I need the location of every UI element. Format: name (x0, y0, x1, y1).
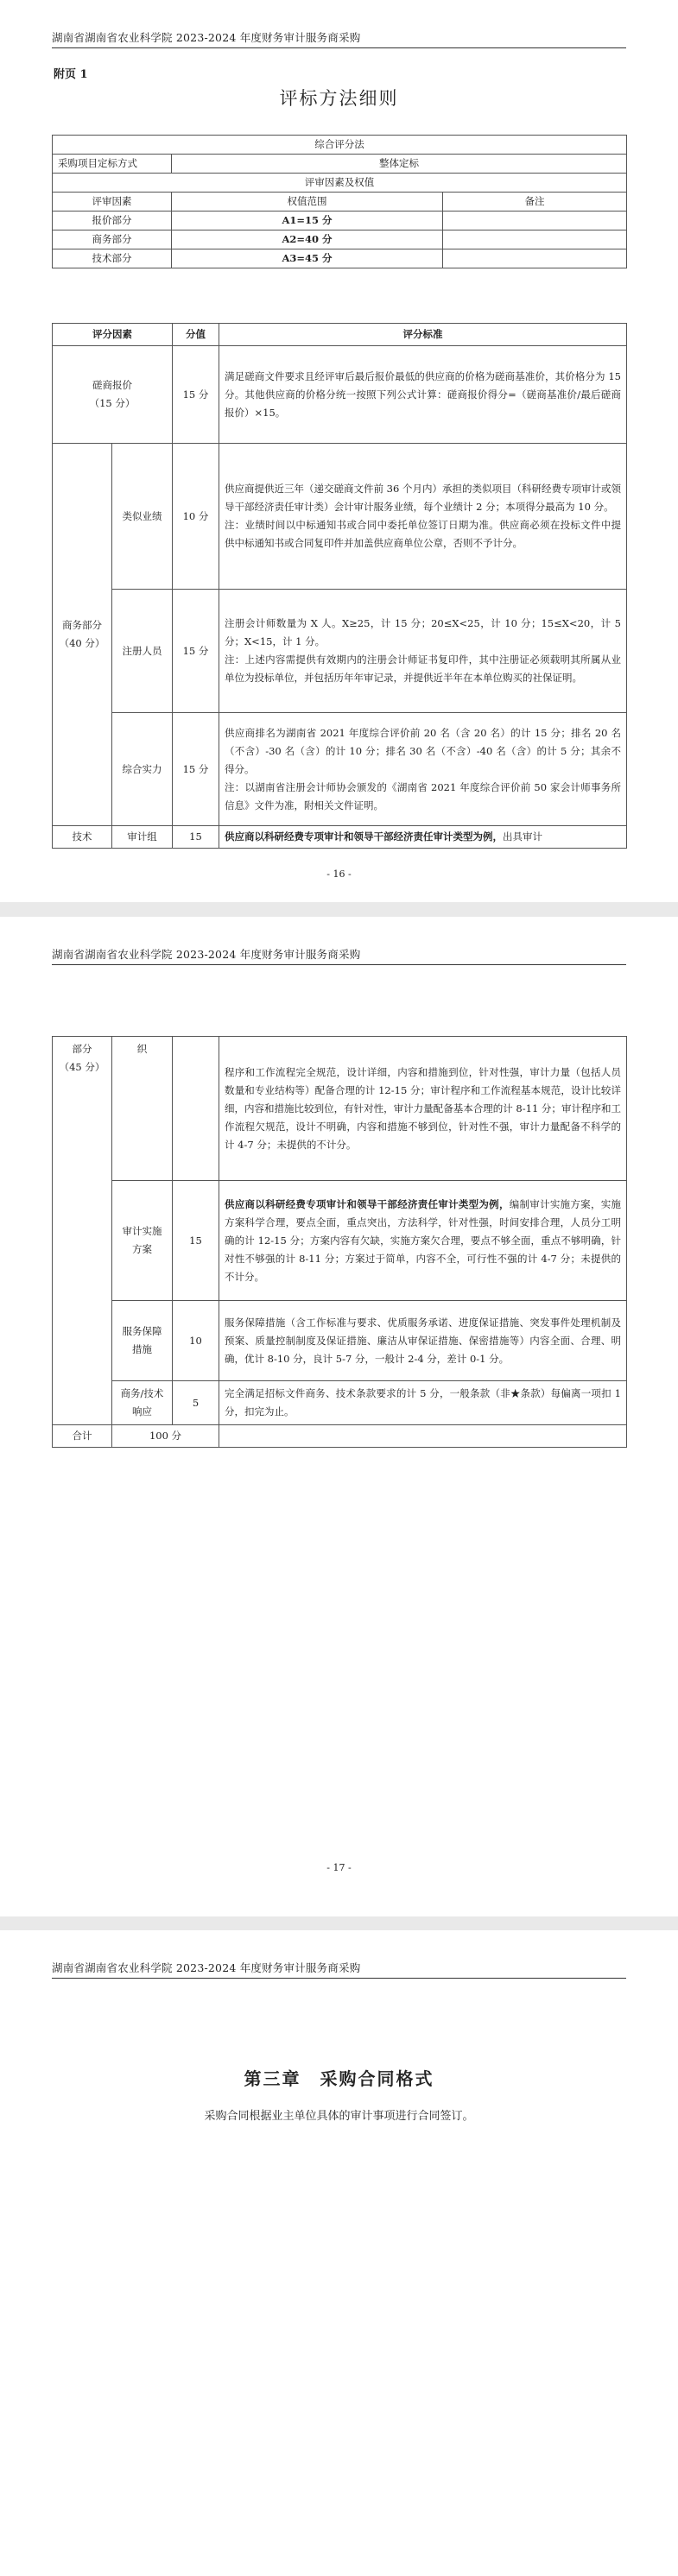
standard-note: 注：上述内容需提供有效期内的注册会计师证书复印件，其中注册证必须载明其所属从业单位为投标单位，并包括历年年审记录，并提供近半年在本单位购买的社保证明。 (225, 653, 621, 684)
standard-note: 注：以湖南省注册会计师协会颁发的《湖南省 2021 年度综合评价前 50 家会计师事务所信息》文件为准，附相关文件证明。 (225, 780, 621, 811)
fix-method-label: 采购项目定标方式 (53, 155, 172, 174)
sub-factor-standard: 完全满足招标文件商务、技术条款要求的计 5 分，一般条款（非★条款）每偏离一项扣 1 分，扣完为止。 (219, 1381, 627, 1425)
table-row (53, 1301, 627, 1381)
standard-emphasis: 供应商以科研经费专项审计和领导干部经济责任审计类型为例， (225, 830, 503, 843)
sub-factor-score: 10 分 (173, 444, 219, 590)
price-score: 15 分 (173, 346, 219, 444)
standard-text: 供应商提供近三年（递交磋商文件前 36 个月内）承担的类似项目（科研经费专项审计或领导干部经济责任审计类）会计审计服务业绩，每个业绩计 2 分；本项得分最高为 10 分。 (225, 483, 621, 513)
sub-factor-standard (219, 590, 627, 713)
factor-price: 报价部分 (53, 212, 172, 230)
sub-factor-score (173, 1037, 219, 1181)
table-row (53, 249, 627, 268)
total-label: 合计 (53, 1425, 112, 1448)
range-tech: A3=45 分 (172, 249, 443, 268)
scoring-detail-table (52, 323, 627, 849)
sub-factor-standard (219, 713, 627, 826)
page-header: 湖南省湖南省农业科学院 2023-2024 年度财务审计服务商采购 (52, 946, 626, 965)
standard-text: 出具审计 (503, 830, 542, 843)
page-16 (0, 0, 678, 902)
price-factor-name: 磋商报价 (92, 379, 132, 391)
table-row (53, 212, 627, 230)
page-header: 湖南省湖南省农业科学院 2023-2024 年度财务审计服务商采购 (52, 29, 626, 48)
factors-header: 评审因素及权值 (53, 174, 627, 193)
col-header-factor: 评审因素 (53, 193, 172, 212)
sub-factor-name: 类似业绩 (112, 444, 173, 590)
standard-text: 编制审计实施方案，实施方案科学合理，要点全面，重点突出，方法科学，针对性强，时间安排合理，人员分工明确的计 12-15 分；方案内容有欠缺，实施方案欠合理，要点不够全面，重点不够明确，针对性不够强的计 8-11 分；方案过于简单，内容不全，可行性不强的计 4-7 分；未提供的不计分。 (225, 1197, 621, 1283)
standard-text: 注册会计师数量为 X 人。X≥25，计 15 分；20≤X<25，计 10 分；15≤X<20，计 5 分；X<15，计 1 分。 (225, 617, 621, 647)
table-row (53, 1037, 627, 1181)
document-title: 评标方法细则 (279, 88, 399, 109)
table-row (53, 826, 627, 849)
summary-table (52, 135, 627, 268)
chapter-title: 第三章 采购合同格式 (244, 2068, 434, 2089)
standard-emphasis: 供应商以科研经费专项审计和领导干部经济责任审计类型为例， (225, 1197, 510, 1210)
table-row (53, 713, 627, 826)
sub-factor-name: 服务保障措施 (112, 1301, 173, 1381)
col-header-score: 分值 (173, 324, 219, 346)
tech-sub-standard (219, 826, 627, 849)
note-price (443, 212, 627, 230)
factor-tech: 技术部分 (53, 249, 172, 268)
sub-factor-standard (219, 444, 627, 590)
page-chapter-three (0, 1930, 678, 2576)
price-factor-cell (53, 346, 173, 444)
sub-factor-name: 审计实施方案 (112, 1181, 173, 1301)
table-row (53, 1425, 627, 1448)
sub-factor-score: 15 (173, 1181, 219, 1301)
business-factor-cell (53, 444, 112, 826)
sub-factor-score: 10 (173, 1301, 219, 1381)
table-row (53, 193, 627, 212)
sub-factor-name: 综合实力 (112, 713, 173, 826)
table-row (53, 590, 627, 713)
note-business (443, 230, 627, 249)
table-row (53, 136, 627, 155)
sub-factor-standard: 服务保障措施（含工作标准与要求、优质服务承诺、进度保证措施、突发事件处理机制及预案、质量控制制度及保证措施、廉洁从审保证措施、保密措施等）内容全面、合理、明确，优计 8-10 分，良计 5-7 分，一般计 2-4 分，差计 0-1 分。 (219, 1301, 627, 1381)
table-row (53, 174, 627, 193)
price-factor-points: （15 分） (89, 397, 136, 409)
table-row (53, 1381, 627, 1425)
price-standard: 满足磋商文件要求且经评审后最后报价最低的供应商的价格为磋商基准价，其价格分为 15 分。其他供应商的价格分统一按照下列公式计算：磋商报价得分=（磋商基准价/最后磋商报价）×15。 (219, 346, 627, 444)
tech-factor-name: 技术 (53, 826, 112, 849)
sub-factor-name: 商务/技术响应 (112, 1381, 173, 1425)
sub-factor-score: 15 分 (173, 713, 219, 826)
table-row (53, 230, 627, 249)
range-price: A1=15 分 (172, 212, 443, 230)
col-header-range: 权值范围 (172, 193, 443, 212)
standard-text: 供应商排名为湖南省 2021 年度综合评价前 20 名（含 20 名）的计 15 分；排名 20 名（不含）-30 名（含）的计 10 分；排名 30 名（不含）-40 名（含）的计 5 分；其余不得分。 (225, 726, 621, 775)
chapter-text: 采购合同根据业主单位具体的审计事项进行合同签订。 (204, 2110, 474, 2123)
standard-note: 注：业绩时间以中标通知书或合同中委托单位签订日期为准。供应商必须在投标文件中提供中标通知书或合同复印件并加盖供应商单位公章，否则不予计分。 (225, 519, 621, 549)
tech-factor-name: 部分 (72, 1043, 92, 1055)
total-value: 100 分 (112, 1425, 219, 1448)
col-header-note: 备注 (443, 193, 627, 212)
method-header: 综合评分法 (53, 136, 627, 155)
scoring-detail-table-continued (52, 1036, 627, 1448)
table-row (53, 1181, 627, 1301)
page-header: 湖南省湖南省农业科学院 2023-2024 年度财务审计服务商采购 (52, 1960, 626, 1979)
appendix-label: 附页 1 (54, 68, 88, 81)
business-factor-name: 商务部分 (62, 619, 102, 631)
tech-sub-score: 15 (173, 826, 219, 849)
sub-factor-standard: 程序和工作流程完全规范，设计详细，内容和措施到位，针对性强，审计力量（包括人员数量和专业结构等）配备合理的计 12-15 分；审计程序和工作流程基本规范，设计比较详细，内容和措施比较到位，有针对性，审计力量配备基本合理的计 8-11 分；审计程序和工作流程欠规范，设计不明确，内容和措施不够到位，针对性不强，审计力量配备不科学的计 4-7 分；未提供的不计分。 (219, 1037, 627, 1181)
col-header-factor: 评分因素 (53, 324, 173, 346)
note-tech (443, 249, 627, 268)
tech-sub-factor: 审计组 (112, 826, 173, 849)
sub-factor-name: 注册人员 (112, 590, 173, 713)
table-row (53, 155, 627, 174)
sub-factor-score: 15 分 (173, 590, 219, 713)
tech-factor-points: （45 分） (59, 1061, 105, 1073)
col-header-standard: 评分标准 (219, 324, 627, 346)
factor-business: 商务部分 (53, 230, 172, 249)
page-number: - 16 - (326, 868, 352, 880)
page-number: - 17 - (326, 1862, 352, 1873)
tech-factor-cell (53, 1037, 112, 1425)
table-row (53, 324, 627, 346)
sub-factor-score: 5 (173, 1381, 219, 1425)
sub-factor-name: 织 (112, 1037, 173, 1181)
table-row (53, 444, 627, 590)
sub-factor-standard (219, 1181, 627, 1301)
fix-method-value: 整体定标 (172, 155, 627, 174)
table-row (53, 346, 627, 444)
range-business: A2=40 分 (172, 230, 443, 249)
total-note (219, 1425, 627, 1448)
business-factor-points: （40 分） (59, 637, 105, 649)
